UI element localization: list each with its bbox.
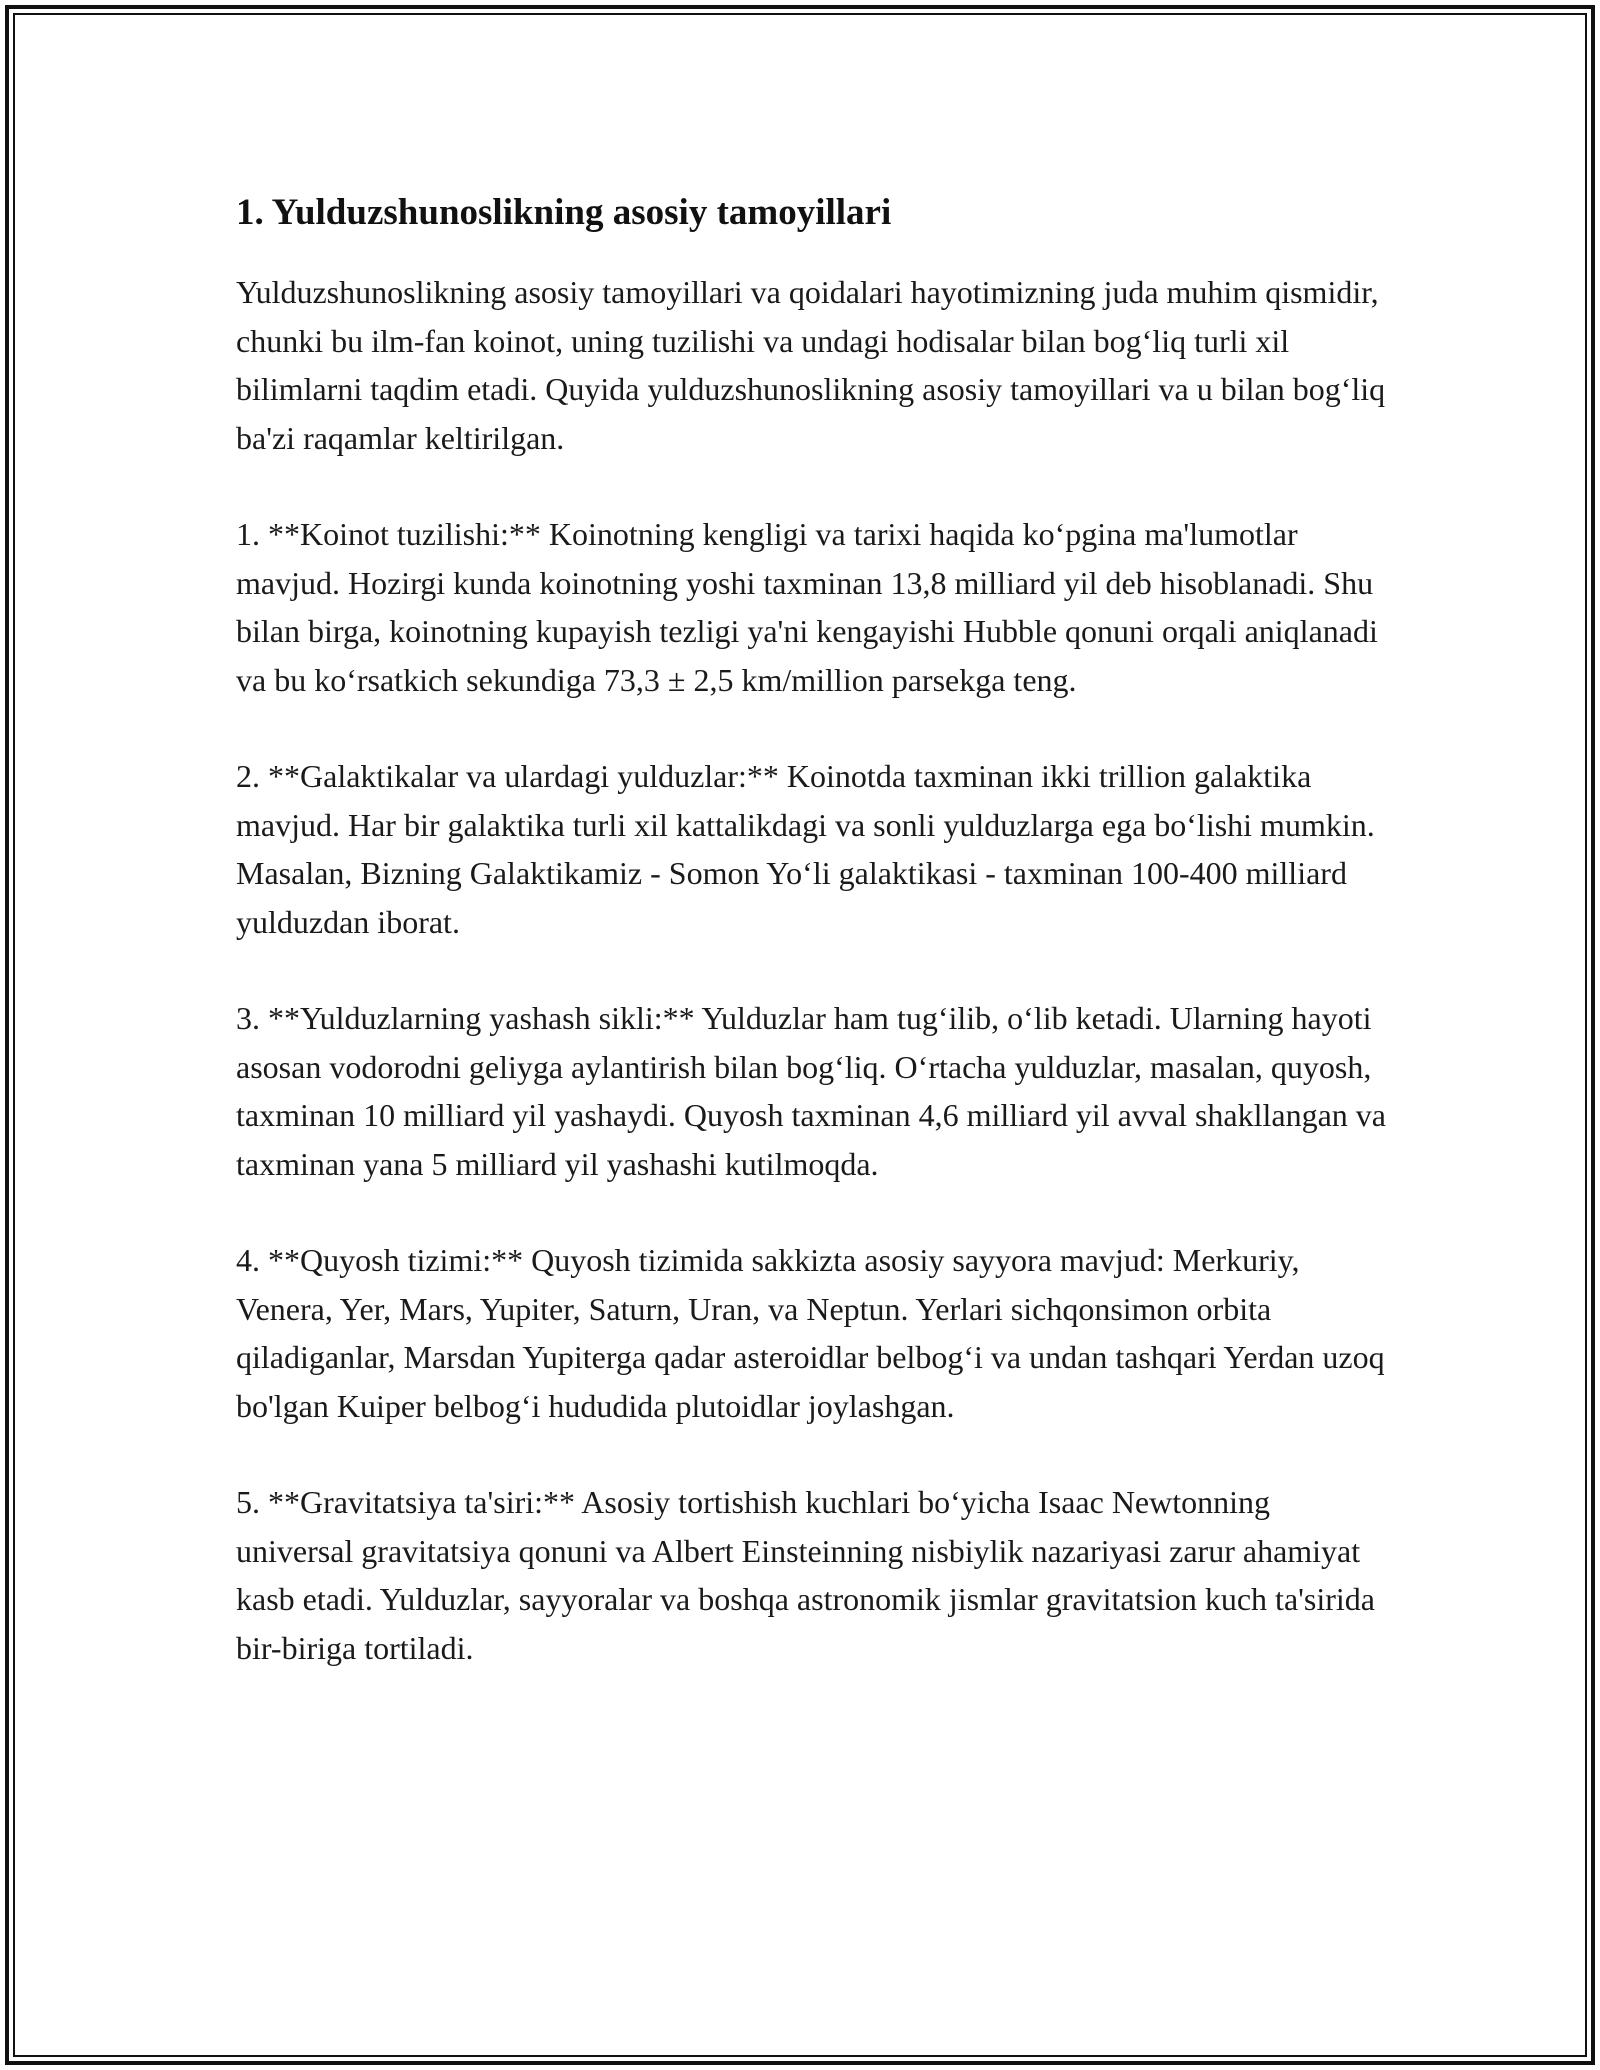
document-title: 1. Yulduzshunoslikning asosiy tamoyillari <box>236 192 892 233</box>
paragraph-yashash-sikli: 3. **Yulduzlarning yashash sikli:** Yulduzlar ham tug‘ilib, o‘lib ketadi. Ularning hayoti asosan vodorodni geliyga aylantirish bilan bog‘liq. O‘rtacha yulduzlar, masalan, quyosh, taxminan 10 milliard yil yashaydi. Quyosh taxminan 4,6 milliard yil avval shakllangan va taxminan yana 5 milliard yil yashashi kutilmoqda. <box>236 1000 1386 1182</box>
intro-paragraph: Yulduzshunoslikning asosiy tamoyillari va qoidalari hayotimizning juda muhim qismidir, chunki bu ilm-fan koinot, uning tuzilishi va undagi hodisalar bilan bog‘liq turli xil bilimlarni taqdim etadi. Quyida yulduzshunoslikning asosiy tamoyillari va u bilan bog‘liq ba'zi raqamlar keltirilgan. <box>236 274 1386 456</box>
paragraph-koinot-tuzilishi: 1. **Koinot tuzilishi:** Koinotning kengligi va tarixi haqida ko‘pgina ma'lumotlar mavjud. Hozirgi kunda koinotning yoshi taxminan 13,8 milliard yil deb hisoblanadi. Shu bilan birga, koinotning kupayish tezligi ya'ni kengayishi Hubble qonuni orqali aniqlanadi va bu ko‘rsatkich sekundiga 73,3 ± 2,5 km/million parsekga teng. <box>236 516 1378 698</box>
paragraph-quyosh-tizimi: 4. **Quyosh tizimi:** Quyosh tizimida sakkizta asosiy sayyora mavjud: Merkuriy, Venera, Yer, Mars, Yupiter, Saturn, Uran, va Neptun. Yerlari sichqonsimon orbita qiladiganlar, Marsdan Yupiterga qadar asteroidlar belbog‘i va undan tashqari Yerdan uzoq bo'lgan Kuiper belbog‘i hududida plutoidlar joylashgan. <box>236 1242 1385 1424</box>
paragraph-galaktikalar: 2. **Galaktikalar va ulardagi yulduzlar:** Koinotda taxminan ikki trillion galaktika mavjud. Har bir galaktika turli xil kattalikdagi va sonli yulduzlarga ega bo‘lishi mumkin. Masalan, Bizning Galaktikamiz - Somon Yo‘li galaktikasi - taxminan 100-400 milliard yulduzdan iborat. <box>236 758 1375 940</box>
paragraph-gravitatsiya: 5. **Gravitatsiya ta'siri:** Asosiy tortishish kuchlari bo‘yicha Isaac Newtonning universal gravitatsiya qonuni va Albert Einsteinning nisbiylik nazariyasi zarur ahamiyat kasb etadi. Yulduzlar, sayyoralar va boshqa astronomik jismlar gravitatsion kuch ta'sirida bir-biriga tortiladi. <box>236 1484 1375 1666</box>
document-body <box>236 184 1386 1720</box>
